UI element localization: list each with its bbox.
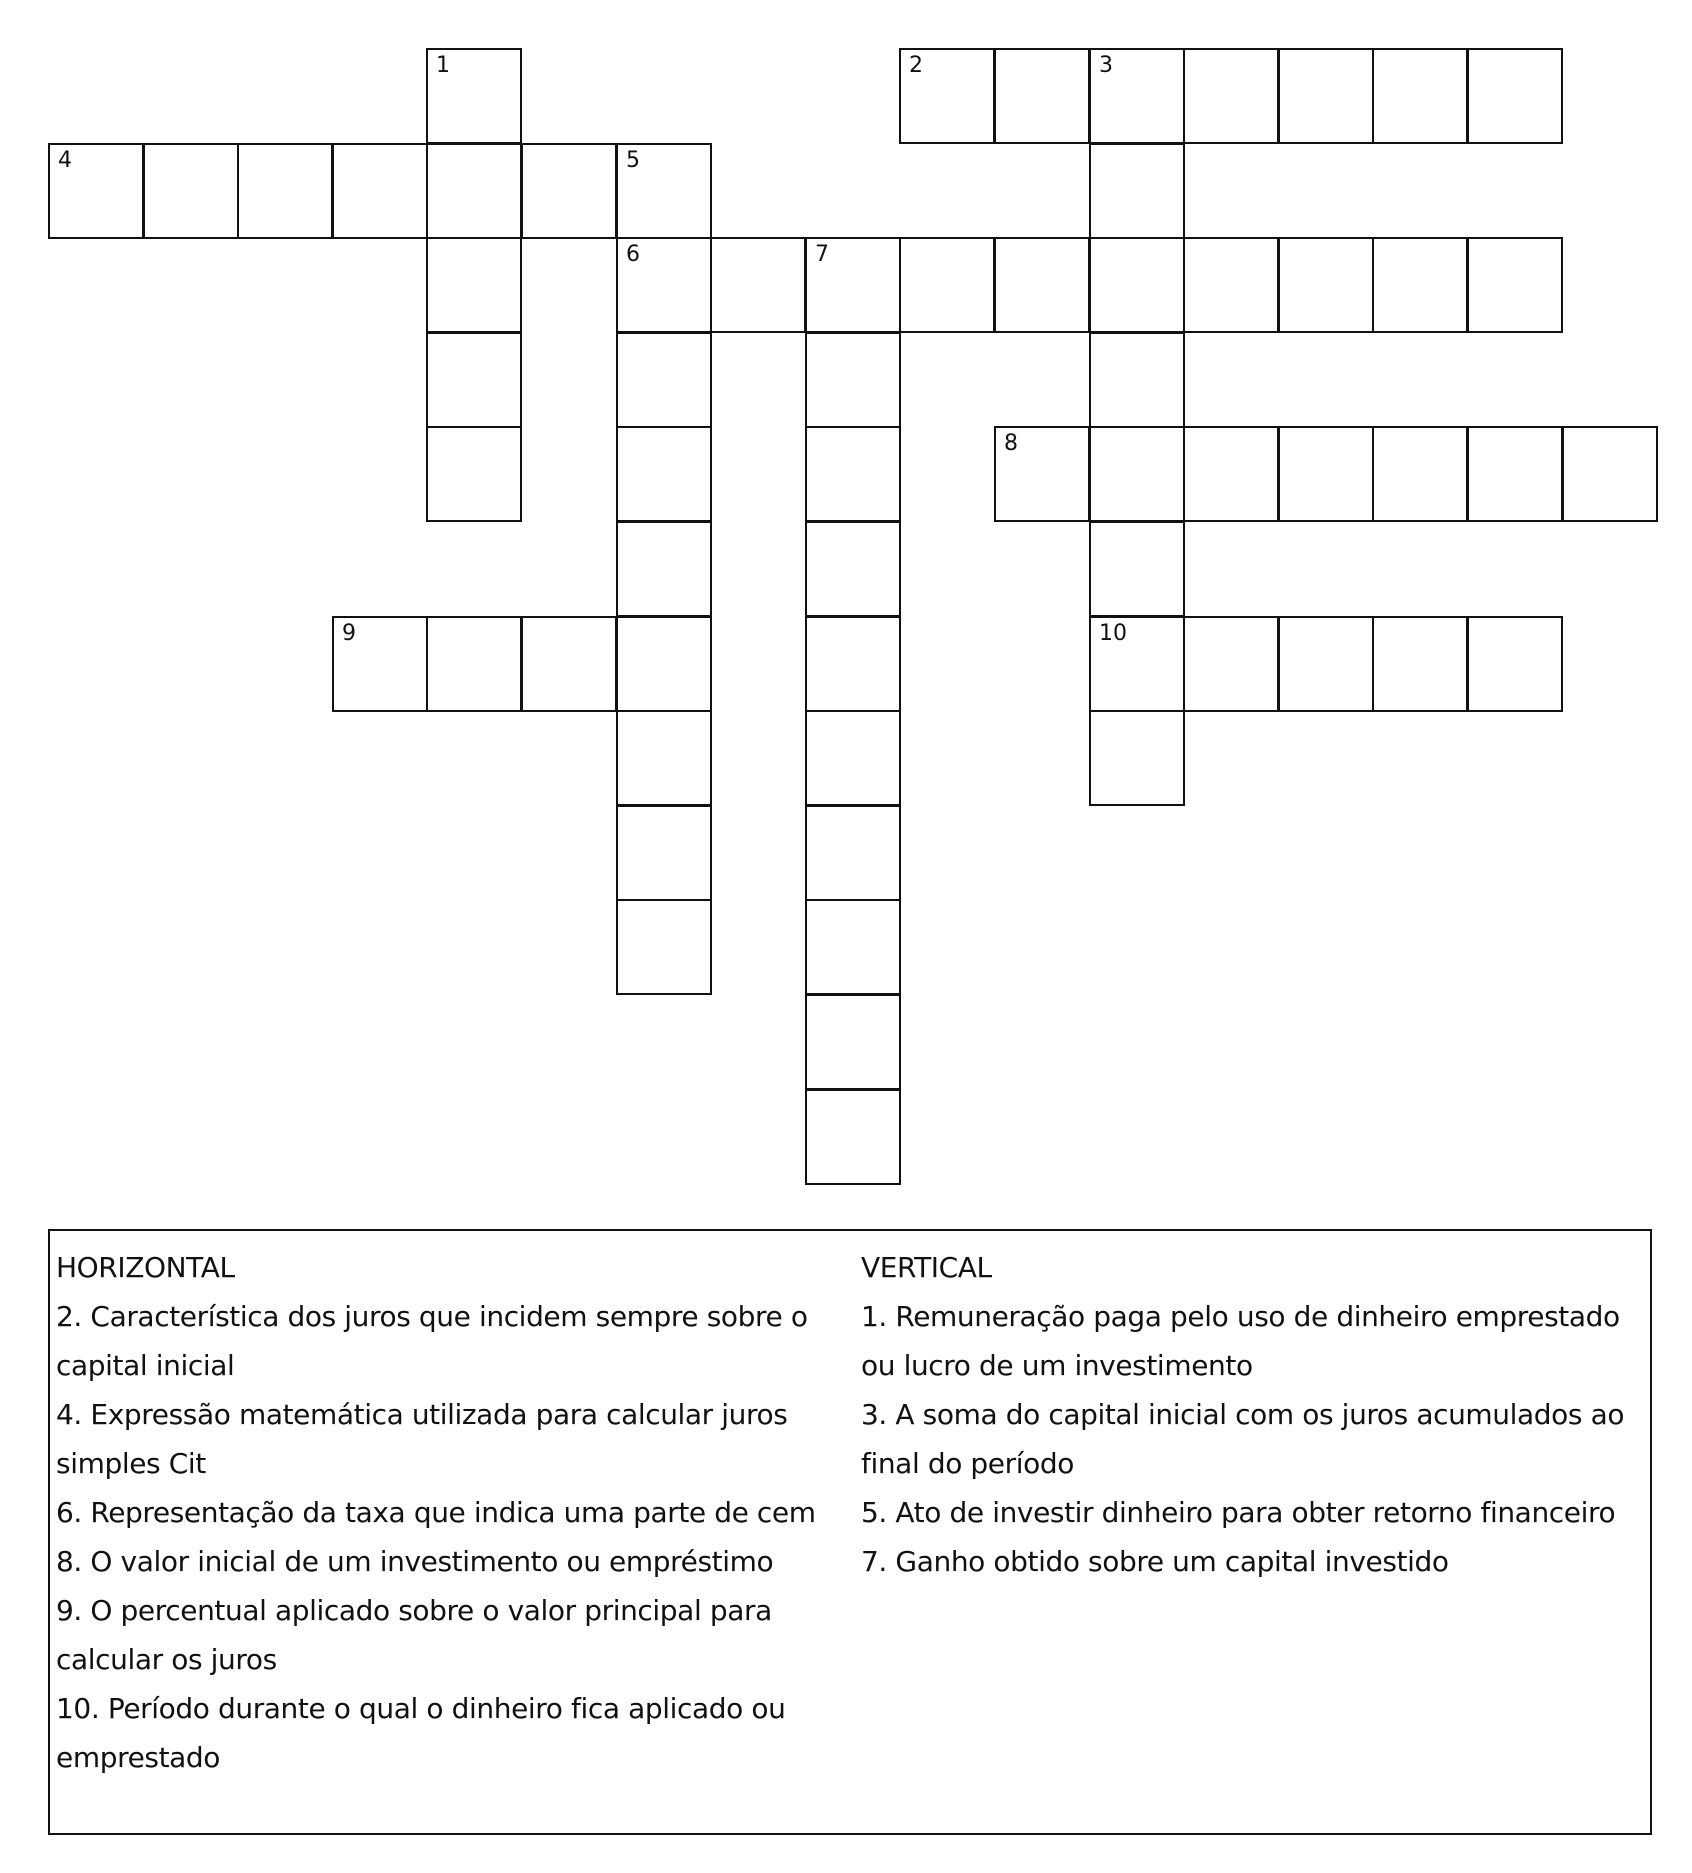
cell-number: 5 bbox=[626, 148, 640, 173]
grid-cell[interactable] bbox=[332, 143, 428, 239]
horizontal-clue-2: 2. Característica dos juros que incidem sempre sobre o capital inicial bbox=[56, 1300, 808, 1382]
grid-cell[interactable] bbox=[143, 143, 239, 239]
grid-cell[interactable] bbox=[1183, 616, 1279, 712]
grid-cell[interactable] bbox=[1467, 48, 1563, 144]
grid-cell[interactable] bbox=[426, 143, 522, 239]
grid-cell[interactable] bbox=[616, 332, 712, 428]
grid-cell[interactable] bbox=[805, 426, 901, 522]
grid-cell[interactable] bbox=[1183, 426, 1279, 522]
cell-number: 4 bbox=[58, 148, 72, 173]
grid-cell[interactable] bbox=[426, 616, 522, 712]
grid-cell[interactable] bbox=[899, 48, 995, 144]
vertical-clue-7: 7. Ganho obtido sobre um capital investido bbox=[861, 1545, 1449, 1578]
grid-cell[interactable] bbox=[1467, 426, 1563, 522]
horizontal-clue-9: 9. O percentual aplicado sobre o valor principal para calcular os juros bbox=[56, 1594, 772, 1676]
grid-cell[interactable] bbox=[805, 1089, 901, 1185]
cell-number: 1 bbox=[436, 53, 450, 78]
grid-cell[interactable] bbox=[1089, 521, 1185, 617]
grid-cell[interactable] bbox=[899, 237, 995, 333]
grid-cell[interactable] bbox=[1089, 426, 1185, 522]
horizontal-clue-8: 8. O valor inicial de um investimento ou empréstimo bbox=[56, 1545, 774, 1578]
grid-cell[interactable] bbox=[805, 521, 901, 617]
grid-cell[interactable] bbox=[1372, 616, 1468, 712]
cell-number: 9 bbox=[342, 621, 356, 646]
grid-cell[interactable] bbox=[1372, 426, 1468, 522]
grid-cell[interactable] bbox=[521, 143, 617, 239]
grid-cell[interactable] bbox=[616, 237, 712, 333]
horizontal-clue-6: 6. Representação da taxa que indica uma parte de cem bbox=[56, 1496, 816, 1529]
grid-cell[interactable] bbox=[994, 48, 1090, 144]
grid-cell[interactable] bbox=[1089, 710, 1185, 806]
grid-cell[interactable] bbox=[1089, 143, 1185, 239]
grid-cell[interactable] bbox=[616, 426, 712, 522]
grid-cell[interactable] bbox=[994, 426, 1090, 522]
grid-cell[interactable] bbox=[1372, 237, 1468, 333]
grid-cell[interactable] bbox=[805, 994, 901, 1090]
cell-number: 10 bbox=[1099, 621, 1127, 646]
cell-number: 8 bbox=[1004, 431, 1018, 456]
grid-cell[interactable] bbox=[1562, 426, 1658, 522]
cell-number: 6 bbox=[626, 242, 640, 267]
grid-cell[interactable] bbox=[805, 899, 901, 995]
cell-number: 7 bbox=[815, 242, 829, 267]
grid-cell[interactable] bbox=[805, 616, 901, 712]
clues-box bbox=[48, 1229, 1652, 1835]
grid-cell[interactable] bbox=[1278, 237, 1374, 333]
grid-cell[interactable] bbox=[1183, 48, 1279, 144]
grid-cell[interactable] bbox=[1089, 616, 1185, 712]
grid-cell[interactable] bbox=[710, 237, 806, 333]
grid-cell[interactable] bbox=[1089, 237, 1185, 333]
grid-cell[interactable] bbox=[1278, 48, 1374, 144]
vertical-clue-3: 3. A soma do capital inicial com os juros acumulados ao final do período bbox=[861, 1398, 1625, 1480]
grid-cell[interactable] bbox=[616, 805, 712, 901]
grid-cell[interactable] bbox=[521, 616, 617, 712]
grid-cell[interactable] bbox=[332, 616, 428, 712]
horizontal-clues-column bbox=[56, 1243, 846, 1782]
grid-cell[interactable] bbox=[1183, 237, 1279, 333]
vertical-clue-5: 5. Ato de investir dinheiro para obter retorno financeiro bbox=[861, 1496, 1616, 1529]
grid-cell[interactable] bbox=[1089, 48, 1185, 144]
grid-cell[interactable] bbox=[994, 237, 1090, 333]
grid-cell[interactable] bbox=[237, 143, 333, 239]
grid-cell[interactable] bbox=[1372, 48, 1468, 144]
horizontal-clue-10: 10. Período durante o qual o dinheiro fica aplicado ou emprestado bbox=[56, 1692, 786, 1774]
grid-cell[interactable] bbox=[1278, 426, 1374, 522]
vertical-clue-1: 1. Remuneração paga pelo uso de dinheiro emprestado ou lucro de um investimento bbox=[861, 1300, 1620, 1382]
grid-cell[interactable] bbox=[805, 237, 901, 333]
horizontal-clue-4: 4. Expressão matemática utilizada para calcular juros simples Cit bbox=[56, 1398, 788, 1480]
cell-number: 3 bbox=[1099, 53, 1113, 78]
grid-cell[interactable] bbox=[616, 616, 712, 712]
grid-cell[interactable] bbox=[805, 805, 901, 901]
horizontal-heading: HORIZONTAL bbox=[56, 1251, 235, 1284]
vertical-clues-column bbox=[861, 1243, 1661, 1586]
grid-cell[interactable] bbox=[1278, 616, 1374, 712]
cell-number: 2 bbox=[909, 53, 923, 78]
grid-cell[interactable] bbox=[616, 710, 712, 806]
grid-cell[interactable] bbox=[1467, 616, 1563, 712]
grid-cell[interactable] bbox=[805, 710, 901, 806]
grid-cell[interactable] bbox=[1089, 332, 1185, 428]
grid-cell[interactable] bbox=[616, 143, 712, 239]
grid-cell[interactable] bbox=[1467, 237, 1563, 333]
grid-cell[interactable] bbox=[616, 899, 712, 995]
grid-cell[interactable] bbox=[805, 332, 901, 428]
grid-cell[interactable] bbox=[616, 521, 712, 617]
grid-cell[interactable] bbox=[426, 426, 522, 522]
vertical-heading: VERTICAL bbox=[861, 1251, 992, 1284]
grid-cell[interactable] bbox=[48, 143, 144, 239]
grid-cell[interactable] bbox=[426, 237, 522, 333]
grid-cell[interactable] bbox=[426, 332, 522, 428]
grid-cell[interactable] bbox=[426, 48, 522, 144]
